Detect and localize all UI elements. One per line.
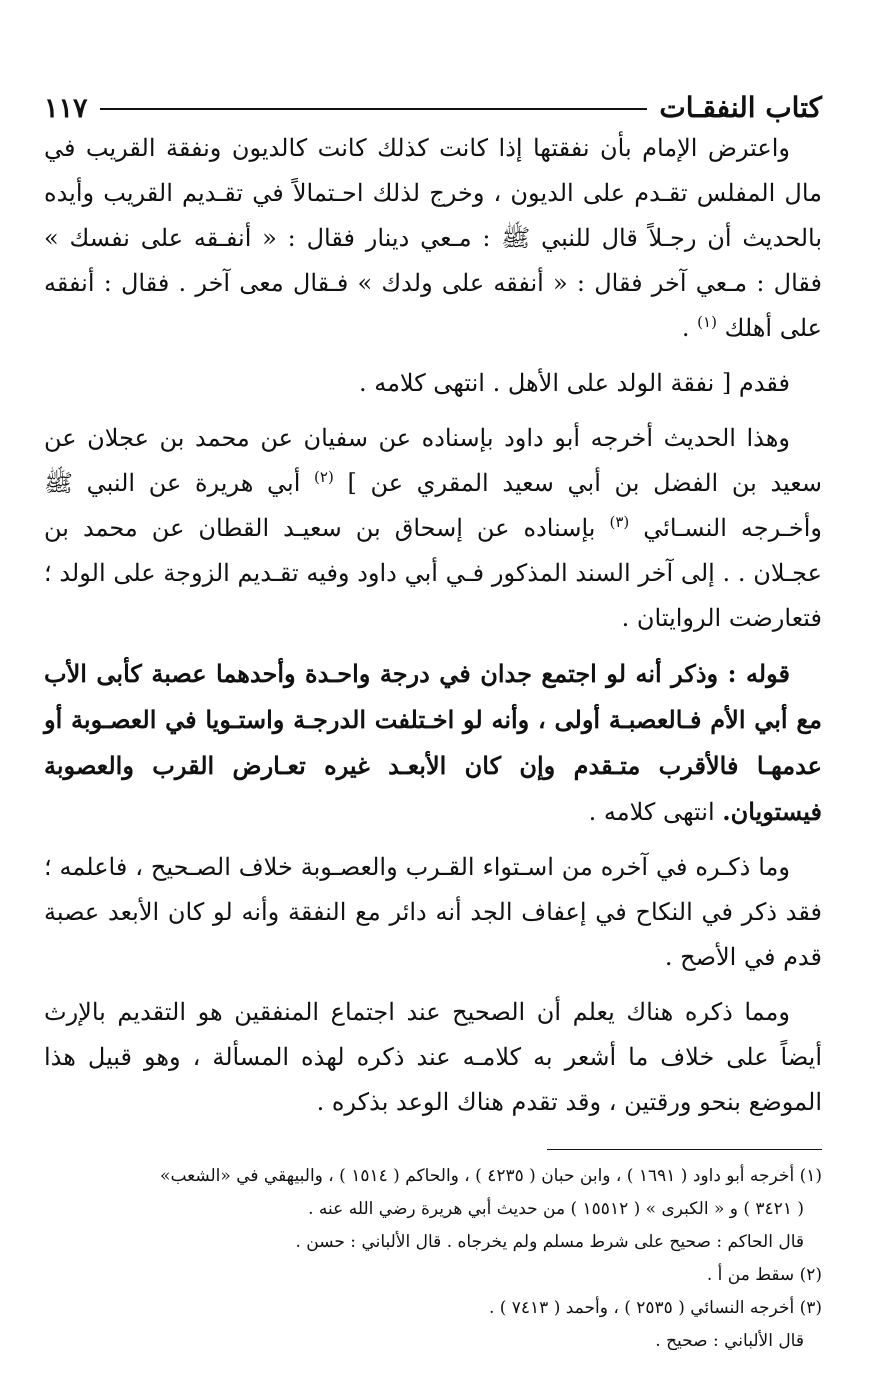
footnote-line-2: ( ٣٤٢١ ) و « الكبرى » ( ١٥٥١٢ ) من حديث أبي هريرة رضي الله عنه .: [308, 1199, 804, 1219]
paragraph-5: وما ذكـره في آخره من اسـتواء القـرب والعصـوبة خلاف الصـحيح ، فاعلمه ؛ فقد ذكر في النكاح في إعفاف الجد أنه دائر مع النفقة وأنه لو كان الأبعد عصبة قدم في الأصح .: [44, 853, 822, 971]
quote-end-note: انتهى كلامه .: [588, 798, 723, 826]
paragraph-3-text-b: أبي هريرة عن النبي ﷺ وأخـرجه النسـائي: [44, 469, 822, 542]
paragraph-1: [44, 126, 822, 351]
page-number: ١١٧: [44, 93, 88, 124]
paragraph-6: ومما ذكره هناك يعلم أن الصحيح عند اجتماع المنفقين هو التقديم بالإرث أيضاً على خلاف ما أشعر به كلامـه عند ذكره لهذه المسألة ، وهو قبيل هذا الموضع بنحو ورقتين ، وقد تقدم هناك الوعد بذكره .: [44, 998, 822, 1116]
quoted-text: قوله : وذكر أنه لو اجتمع جدان في درجة واحـدة وأحدهما عصبة كأبى الأب مع أبي الأم فـالعصبـة أولى ، وأنه لو اخـتلفت الدرجـة واستـويا في العصـوبة أو عدمهـا فالأقرب متـقدم وإن كان الأبعـد غيره تعـارض القرب والعصوبة فيستويان.: [44, 659, 822, 826]
paragraph-3: [44, 416, 822, 641]
page-header: [44, 78, 822, 124]
paragraph-4: [44, 651, 822, 835]
running-title: كتاب النفقـات: [659, 91, 822, 124]
footnotes: [44, 1160, 822, 1358]
footnote-separator: [547, 1149, 822, 1150]
footnote-line-6: قال الألباني : صحيح .: [655, 1331, 804, 1351]
footnote-line-3: قال الحاكم : صحيح على شرط مسلم ولم يخرجاه . قال الألباني : حسن .: [295, 1232, 804, 1252]
paragraph-1-tail: .: [681, 314, 698, 342]
footnote-ref-1: (١): [697, 313, 717, 331]
header-rule: [100, 108, 648, 110]
paragraph-2: فقدم [ نفقة الولد على الأهل . انتهى كلامه .: [358, 369, 790, 397]
paragraph-1-text: واعترض الإمام بأن نفقتها إذا كانت كذلك كانت كالديون ونفقة القريب في مال المفلس تقـدم على الديون ، وخرج لذلك احـتمالاً في تقـديم القريب وأيده بالحديث أن رجـلاً قال للنبي ﷺ : مـعي دينار فقال : « أنفـقه على نفسك » فقال : مـعي آخر فقال : « أنفقه على ولدك » فـقال معى آخر . فقال : أنفقه على أهلك: [44, 134, 822, 342]
footnote-ref-2: (٢): [314, 468, 334, 486]
paragraph-3-text-a: وهذا الحديث أخرجه أبو داود بإسناده عن سفيان عن محمد بن عجلان عن سعيد بن الفضل بن أبي سعيد المقري عن ]: [44, 424, 822, 497]
paragraph-3-text-c: بإسناده عن إسحاق بن سعيـد القطان عن محمد بن عجـلان . . إلى آخر السند المذكور فـي أبي داود وفيه تقـديم الزوجة على الولد ؛ فتعارضت الروايتان .: [44, 514, 822, 632]
footnote-line-4: (٢) سقط من أ .: [706, 1265, 822, 1285]
book-page: [44, 78, 822, 1358]
footnote-line-5: (٣) أخرجه النسائي ( ٢٥٣٥ ) ، وأحمد ( ٧٤١٣ ) .: [488, 1298, 822, 1318]
footnote-ref-3: (٣): [609, 513, 630, 531]
footnote-line-1: (١) أخرجه أبو داود ( ١٦٩١ ) ، وابن حبان ( ٤٢٣٥ ) ، والحاكم ( ١٥١٤ ) ، والبيهقي في «الشعب»: [160, 1166, 822, 1186]
